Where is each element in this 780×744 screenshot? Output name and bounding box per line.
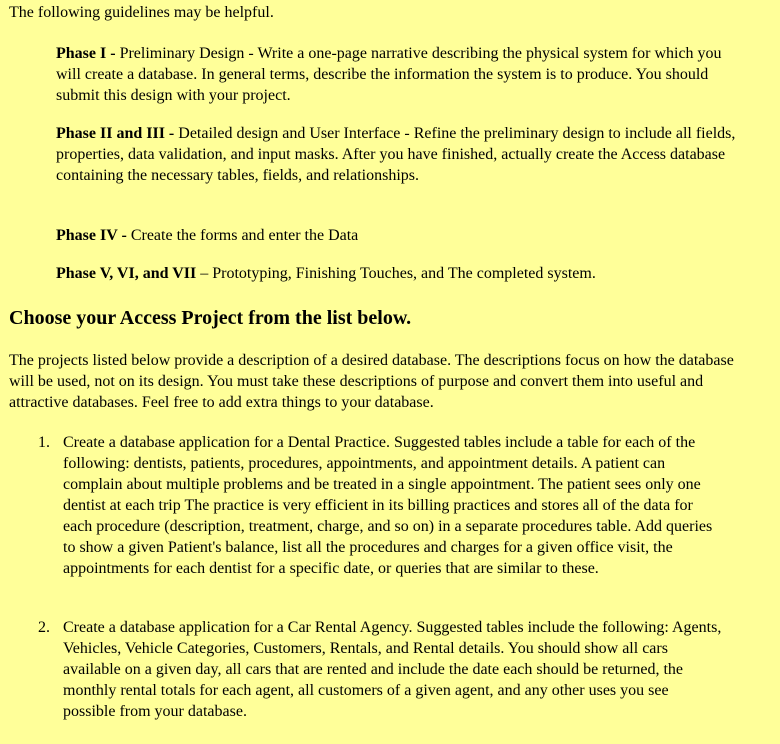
project-list-item-2 xyxy=(34,617,754,722)
phase-1-title: Phase I - xyxy=(56,45,116,62)
project-2-number: 2. xyxy=(38,619,50,636)
project-1-number: 1. xyxy=(38,434,50,451)
project-list-item-1 xyxy=(34,432,754,579)
phase-4-paragraph xyxy=(56,225,746,246)
intro-text: The following guidelines may be helpful. xyxy=(9,4,274,21)
project-2-text: Create a database application for a Car Rental Agency. Suggested tables include the following: Agents, Vehicles, Vehicle Categories, Customers, Rentals, and Rental details. You should show all cars available on a given day, all cars that are rented and include the date each should be returned, the monthly rental totals for each agent, all customers of a given agent, and any other uses you see possible from your database. xyxy=(63,619,722,720)
phase-5-7-title: Phase V, VI, and VII xyxy=(56,265,197,282)
phase-2-3-text: Detailed design and User Interface - Refine the preliminary design to include all fields, properties, data validation, and input masks. After you have finished, actually create the Access database containing the necessary tables, fields, and relationships. xyxy=(56,125,736,184)
phase-1-text: Preliminary Design - Write a one-page narrative describing the physical system for which you will create a database. In general terms, describe the information the system is to produce. You should submit this design with your project. xyxy=(56,45,722,104)
phase-2-3-paragraph xyxy=(56,123,746,186)
phase-1-paragraph xyxy=(56,43,746,106)
phase-2-3-title: Phase II and III - xyxy=(56,125,175,142)
phase-4-title: Phase IV - xyxy=(56,227,127,244)
project-1-text: Create a database application for a Dental Practice. Suggested tables include a table for each of the following: dentists, patients, procedures, appointments, and appointment details. A patient can complain about multiple problems and be treated in a single appointment. The patient sees only one dentist at each trip The practice is very efficient in its billing practices and stores all of the data for each procedure (description, treatment, charge, and so on) in a separate procedures table. Add queries to show a given Patient's balance, list all the procedures and charges for a given office visit, the appointments for each dentist for a specific date, or queries that are similar to these. xyxy=(63,434,713,577)
phase-4-text: Create the forms and enter the Data xyxy=(126,227,359,244)
phase-5-7-paragraph xyxy=(56,263,746,284)
phase-5-7-text: – Prototyping, Finishing Touches, and The completed system. xyxy=(196,265,596,282)
projects-description: The projects listed below provide a description of a desired database. The descriptions focus on how the database will be used, not on its design. You must take these descriptions of purpose and convert them into useful and attractive databases. Feel free to add extra things to your database. xyxy=(9,352,734,411)
section-heading: Choose your Access Project from the list below. xyxy=(9,307,412,329)
